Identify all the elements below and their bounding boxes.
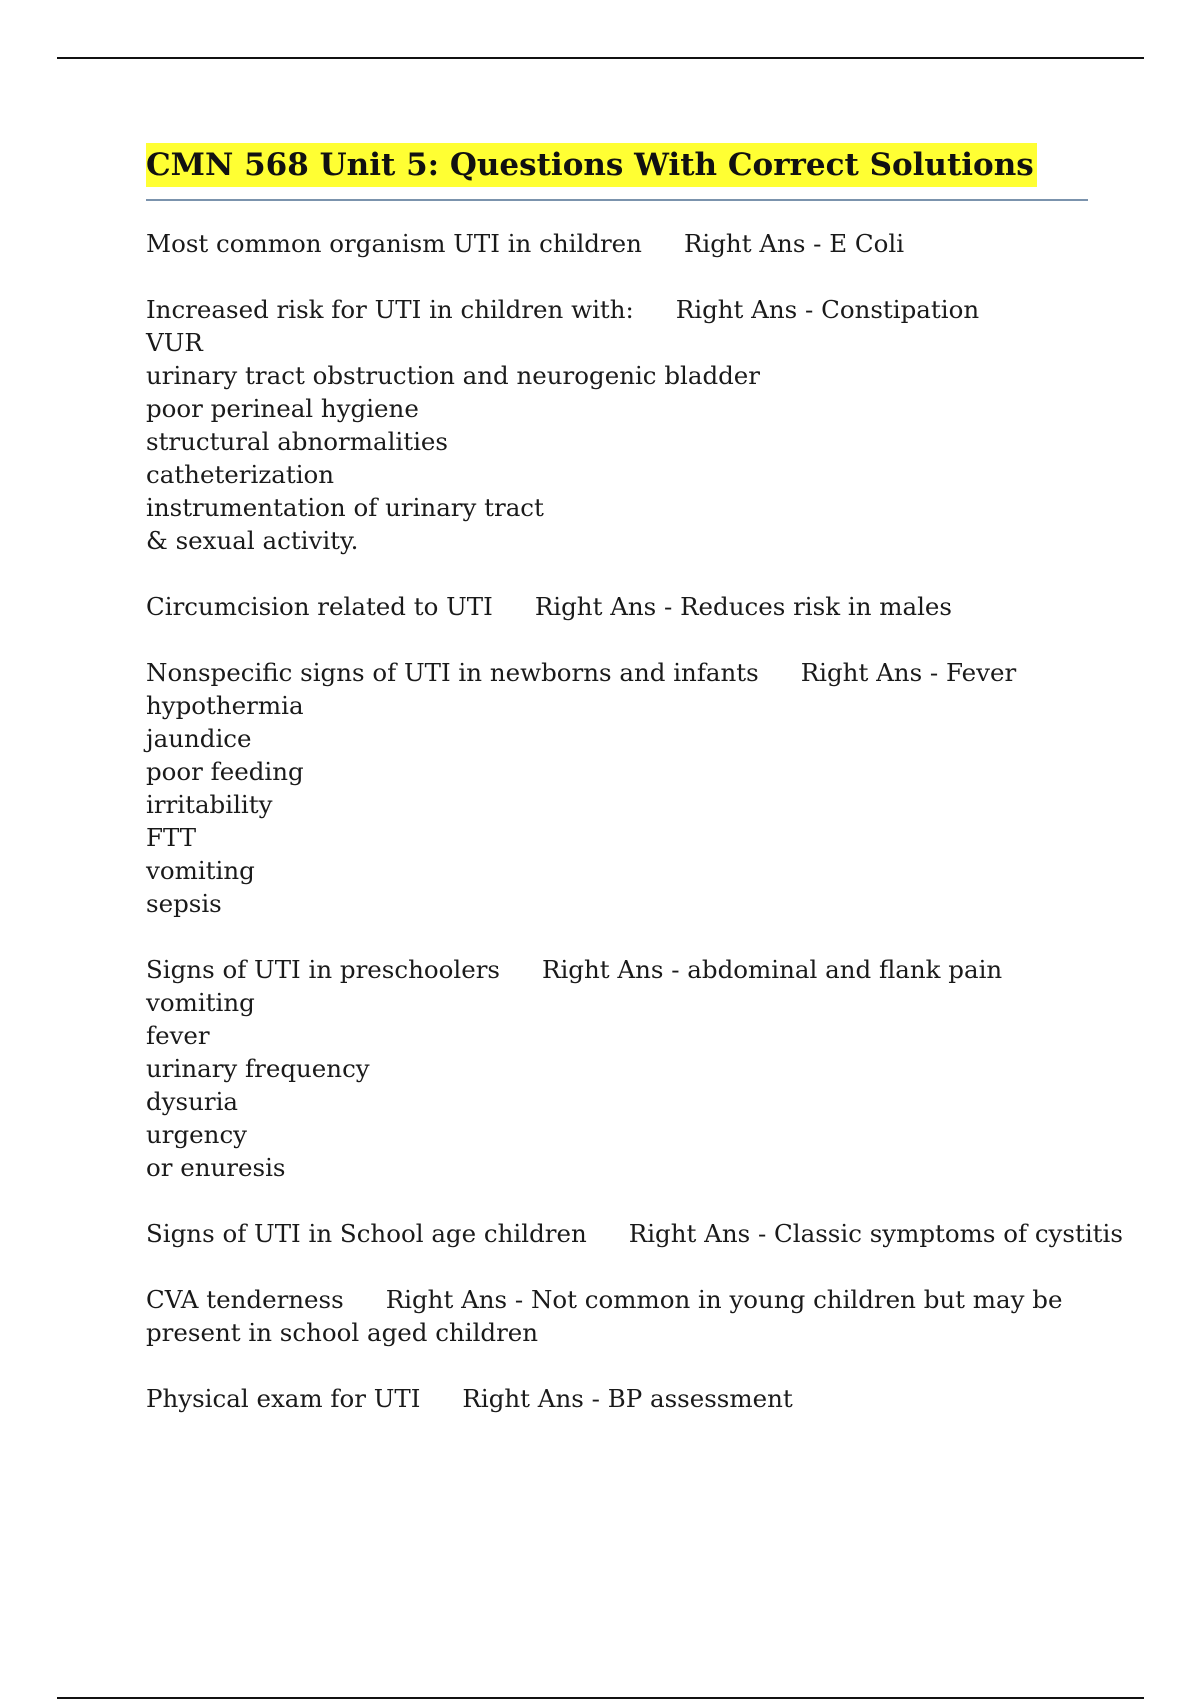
question-text: Physical exam for UTI bbox=[146, 1384, 421, 1413]
qa-item bbox=[146, 1283, 1106, 1349]
answer-prefix: Right Ans - bbox=[683, 229, 830, 258]
answer-continuation-line: urgency bbox=[146, 1120, 248, 1149]
answer-continuation-line: catheterization bbox=[146, 460, 335, 489]
question-text: CVA tenderness bbox=[146, 1285, 344, 1314]
answer-text: Not common in young children but may be bbox=[530, 1285, 1063, 1314]
answer-continuation-line: sepsis bbox=[146, 889, 222, 918]
answer-text: Classic symptoms of cystitis bbox=[774, 1219, 1123, 1248]
answer-continuation-line: irritability bbox=[146, 790, 273, 819]
answer-prefix: Right Ans - bbox=[542, 955, 688, 984]
answer-text: abdominal and flank pain bbox=[687, 955, 1003, 984]
qa-first-line bbox=[146, 1217, 1123, 1250]
qa-first-line bbox=[146, 293, 1106, 326]
title-block bbox=[146, 143, 1088, 201]
page-bottom-rule bbox=[57, 1697, 1144, 1699]
question-text: Signs of UTI in preschoolers bbox=[146, 955, 500, 984]
qa-item bbox=[146, 1217, 1123, 1250]
qa-first-line bbox=[146, 1382, 1106, 1415]
answer-continuation-line: fever bbox=[146, 1021, 210, 1050]
answer-continuation-line: poor feeding bbox=[146, 757, 304, 786]
question-text: Nonspecific signs of UTI in newborns and infants bbox=[146, 658, 759, 687]
qa-item bbox=[146, 590, 1106, 623]
answer-text: E Coli bbox=[829, 229, 905, 258]
document-title: CMN 568 Unit 5: Questions With Correct Solutions bbox=[146, 143, 1037, 187]
answer-continuation-line: poor perineal hygiene bbox=[146, 394, 419, 423]
qa-item bbox=[146, 227, 1106, 260]
answer-continuation-line: or enuresis bbox=[146, 1153, 286, 1182]
answer-prefix: Right Ans - bbox=[628, 1219, 775, 1248]
answer-continuation-line: present in school aged children bbox=[146, 1318, 539, 1347]
question-text: Signs of UTI in School age children bbox=[146, 1219, 587, 1248]
answer-continuation-line: dysuria bbox=[146, 1087, 239, 1116]
qa-first-line bbox=[146, 656, 1106, 689]
answer-prefix: Right Ans - bbox=[385, 1285, 531, 1314]
question-text: Most common organism UTI in children bbox=[146, 229, 642, 258]
question-text: Circumcision related to UTI bbox=[146, 592, 493, 621]
answer-continuation-line: VUR bbox=[146, 328, 203, 357]
answer-prefix: Right Ans - bbox=[675, 295, 822, 324]
answer-continuation-line: structural abnormalities bbox=[146, 427, 448, 456]
qa-item bbox=[146, 953, 1106, 1184]
answer-continuation-line: jaundice bbox=[146, 724, 252, 753]
answer-continuation-line: urinary frequency bbox=[146, 1054, 370, 1083]
answer-continuation-line: FTT bbox=[146, 823, 197, 852]
qa-item bbox=[146, 656, 1106, 920]
answer-continuation-line: hypothermia bbox=[146, 691, 304, 720]
answer-continuation-line: urinary tract obstruction and neurogenic bladder bbox=[146, 361, 761, 390]
page-top-rule bbox=[57, 57, 1144, 59]
answer-text: Fever bbox=[946, 658, 1017, 687]
answer-prefix: Right Ans - bbox=[534, 592, 681, 621]
qa-item bbox=[146, 293, 1106, 557]
qa-item bbox=[146, 1382, 1106, 1415]
answer-text: Constipation bbox=[821, 295, 980, 324]
question-text: Increased risk for UTI in children with: bbox=[146, 295, 634, 324]
answer-prefix: Right Ans - bbox=[462, 1384, 608, 1413]
answer-continuation-line: & sexual activity. bbox=[146, 526, 359, 555]
qa-first-line bbox=[146, 953, 1106, 986]
qa-first-line bbox=[146, 1283, 1106, 1316]
answer-text: BP assessment bbox=[607, 1384, 793, 1413]
qa-list bbox=[146, 227, 1123, 1448]
answer-continuation-line: vomiting bbox=[146, 988, 255, 1017]
qa-first-line bbox=[146, 227, 1106, 260]
answer-continuation-line: vomiting bbox=[146, 856, 255, 885]
answer-text: Reduces risk in males bbox=[680, 592, 953, 621]
answer-prefix: Right Ans - bbox=[800, 658, 946, 687]
qa-first-line bbox=[146, 590, 1106, 623]
answer-continuation-line: instrumentation of urinary tract bbox=[146, 493, 544, 522]
